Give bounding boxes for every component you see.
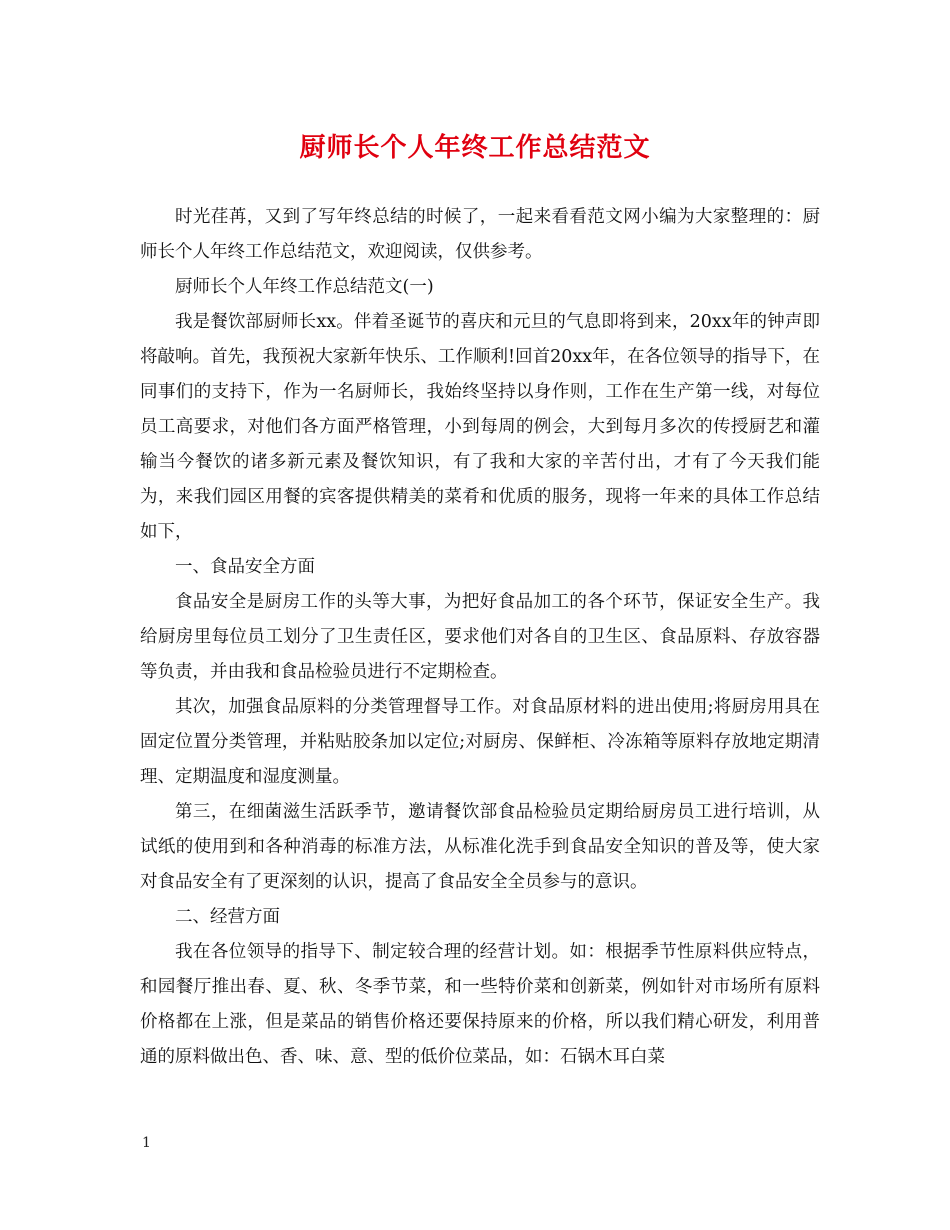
body-paragraph: 其次，加强食品原料的分类管理督导工作。对食品原材料的进出使用;将厨房用具在固定位置分类管理，并粘贴胶条加以定位;对厨房、保鲜柜、冷冻箱等原料存放地定期清理、定期温度和湿度测量。 (140, 697, 820, 787)
body-paragraph: 我在各位领导的指导下、制定较合理的经营计划。如：根据季节性原料供应特点，和园餐厅推出春、夏、秋、冬季节菜，和一些特价菜和创新菜，例如针对市场所有原料价格都在上涨，但是菜品的销售价格还要保持原来的价格，所以我们精心研发，利用普通的原料做出色、香、味、意、型的低价位菜品，如：石锅木耳白菜 (140, 942, 820, 1067)
body-paragraph: 我是餐饮部厨师长xx。伴着圣诞节的喜庆和元旦的气息即将到来，20xx年的钟声即将敲响。首先，我预祝大家新年快乐、工作顺利!回首20xx年，在各位领导的指导下，在同事们的支持下，作为一名厨师长，我始终坚持以身作则，工作在生产第一线，对每位员工高要求，对他们各方面严格管理，小到每周的例会，大到每月多次的传授厨艺和灌输当今餐饮的诸多新元素及餐饮知识，有了我和大家的辛苦付出，才有了今天我们能为，来我们园区用餐的宾客提供精美的菜肴和优质的服务，现将一年来的具体工作总结如下， (140, 312, 820, 542)
document-title: 厨师长个人年终工作总结范文 (299, 133, 651, 163)
section-heading-sample-one: 厨师长个人年终工作总结范文(一) (175, 277, 434, 297)
section-heading-operations: 二、经营方面 (175, 907, 280, 927)
document-body (140, 200, 820, 1075)
section-heading-food-safety: 一、食品安全方面 (175, 557, 315, 577)
body-paragraph: 食品安全是厨房工作的头等大事，为把好食品加工的各个环节，保证安全生产。我给厨房里每位员工划分了卫生责任区，要求他们对各自的卫生区、食品原料、存放容器等负责，并由我和食品检验员进行不定期检查。 (140, 592, 820, 682)
body-paragraph: 第三，在细菌滋生活跃季节，邀请餐饮部食品检验员定期给厨房员工进行培训，从试纸的使用到和各种消毒的标准方法，从标准化洗手到食品安全知识的普及等，使大家对食品安全有了更深刻的认识，提高了食品安全全员参与的意识。 (140, 802, 820, 892)
intro-paragraph: 时光荏苒，又到了写年终总结的时候了，一起来看看范文网小编为大家整理的：厨师长个人年终工作总结范文，欢迎阅读，仅供参考。 (140, 207, 820, 262)
page-number: 1 (142, 1135, 151, 1151)
